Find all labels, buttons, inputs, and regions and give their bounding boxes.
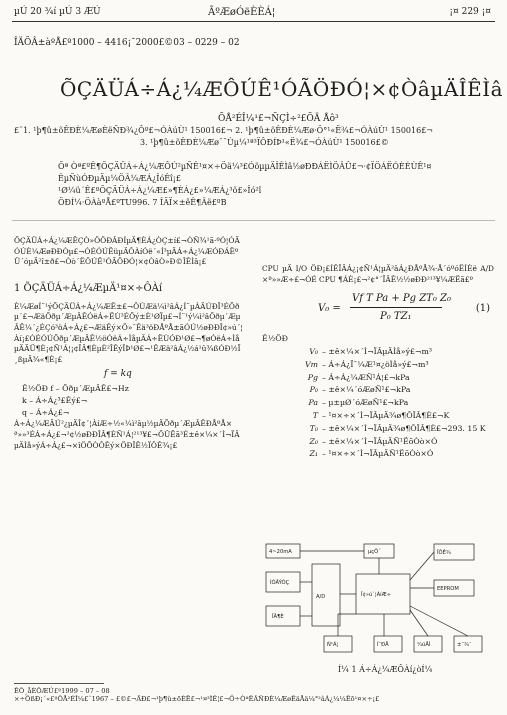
section-1-paragraph: È¼ÆøÍ¨¹ýÕÇÄÜÁ÷Á¿¼ÆÊ±£¬ÔÚÆä¼ì²âÁ¿Í¨µÀÄÚÐÎ³ÉÕðµ´£¬ÆäÕðµ´ÆµÂÊÓëÁ÷ËÙ³ÉÕý±È¹ØÏµ£¬Í¨¹ý¼ì²âÕðµ´ÆµÂÊ¼´¿ÉÇó³öÁ÷Á¿£¬ÆäÊý×Ö»¯Êä³öÐÅºÅ±ãÓÚ½øÐÐÎ¢»ú´¦Àí¡£ÓÉÓÚÕðµ´ÆµÂÊ½öÓëÁ÷ÌåµÄÁ÷ËÙÓÐ¹Ø£¬¶øÓëÁ÷ÌåµÄÃÜ¶È¡¢Ñ¹Á¦¡¢ÎÂ¶ÈµÈ²ÎÊýÎÞ¹Ø£¬¹ÊÆä²âÁ¿½á¹û¾ßÓÐ½Ï¸ßµÄ¾«¶È¡£ [14, 301, 243, 364]
diagram-label: 4~20mA [269, 549, 292, 555]
variable-row: V₀ – ±ê×¼×´Ì¬ÏÂµÄÌå»ý£¬m³ [309, 346, 432, 356]
header-journal-title: ÃºÆøÓëÈÈÁ¦ [208, 7, 276, 18]
section-1-heading: 1 ÕÇÄÜÁ÷Á¿¼ÆµÄ¹¤×÷ÔÀí [14, 282, 163, 294]
affiliation-2: 3. ¹þ¶û±õÊÐÈ¼Æø¯¯Ùµ¼¹ª³ÏÔÐÍÞ¹«Ë¾£¬ÓÀúÙ¹ 150016£© [140, 138, 389, 147]
variable-row: Z₁ – ¹¤×÷×´Ì¬ÏÂµÄÑ¹ËõÒò×Ó [309, 449, 434, 459]
variable-row: T₀ – ±ê×¼×´Ì¬ÏÂµÄ¾ø¶ÔÎÂ¶È£¬293. 15 K [309, 423, 486, 433]
diagram-label: EEPROM [437, 586, 459, 592]
variable-row: Vm – Á÷Á¿Ï¯¼Æ¹¤¿öÌå»ý£¬m³ [304, 359, 429, 369]
intro-paragraph: ÕÇÄÜÁ÷Á¿¼ÆÊÇÒ»ÖÖÐÂÐÍµÄ¶ÈÁ¿ÒÇ±í£¬ÒÑ¾¹ã·ºÓ¦ÓÃÓÚÈ¼ÆøÐÐÒµ£¬ÓÉÓÚËüµÄÔÀíÓë´«Í³µÄÁ÷Á¿¼ÆÓÐÁËºÜ´óµÄ²î±ð£¬Òò´ËÔÚÊ¹ÓÃÖÐÓ¦×¢ÒâÒ»Ð©ÎÊÌâ¡£ [14, 236, 240, 267]
abstract-line-2: ÊµÑùÓÐµÄµ¼ÖÂ¼ÆÁ¿ÎóÊî¡£ [58, 174, 181, 183]
equation-numerator: Vf T Pa + Pg ZT₀ Z₀ [352, 293, 451, 305]
variable-list [262, 333, 494, 461]
header-rule [12, 21, 495, 22]
diagram-label: Í¨ÐÅ [377, 642, 389, 648]
classification: ÖÐÍ¼·ÖÀàºÅ£ºTU996. 7 ÎÄÏ×±êÊ¶Âë£ºB [58, 198, 227, 207]
footnote-received-date: ÊÕ¸åÈÕÆÚ£º1999 – 07 – 08 [14, 687, 110, 695]
formula-frequency: f = kq [104, 369, 132, 380]
definition-q: q – Á÷Á¿£¬ [22, 408, 70, 418]
diagram-label: A/D [316, 594, 326, 600]
abstract-separator [12, 220, 495, 221]
equation-lhs: V₀ = [318, 303, 341, 315]
abstract-line-1: Õª Òª£ºÊ¶ÕÇÄÜÁ÷Á¿¼ÆÔÚ²µÑÊ¹¤×÷Öä¼³£ÓöµµÄÎÊÌâ½øÐÐÁËÌÖÂÛ£¬·¢ÏÖÁËÓÈÉÙÊ¹¤ [58, 162, 432, 171]
equation-number: (1) [475, 303, 490, 315]
equation-denominator: P₀ TZ₁ [380, 311, 412, 323]
definition-f: Ê½ÖÐ f – Õðµ´ÆµÂÊ£¬Hz [22, 384, 129, 394]
diagram-label: Ñ¹Á¦ [327, 642, 339, 648]
variable-list-intro: Ê½ÖÐ [262, 334, 288, 344]
definition-k: k – Á÷Á¿³£Êý£¬ [22, 396, 88, 406]
diagram-label: ÍÓÂÝÒÇ [270, 580, 290, 586]
variable-row: T – ¹¤×÷×´Ì¬ÏÂµÄ¾ø¶ÔÎÂ¶È£¬K [312, 410, 450, 420]
figure-caption: Í¼ 1 Á÷Á¿¼ÆÔÀí¿òÍ¼ [338, 665, 433, 674]
equation-1 [262, 293, 494, 327]
left-column [14, 236, 244, 453]
block-diagram [264, 540, 496, 660]
variable-row: Pg – Á÷Á¿¼ÆÑ¹Á¦£¬kPa [307, 372, 410, 382]
diagram-label: ¼üÅÌ [417, 642, 431, 648]
footnote-rule [14, 683, 104, 684]
footnote-author-bio: ×÷ÕßÐ¡´«£ºÕÅ²ÉÎ¼£¨1967 – £©£¬ÄÐ£¬¹þ¶û±õÈË£¬¹¤³ÌÊ¦£¬Ö÷ÒªÊÂÑÐÈ¼ÆøÊäÅä¼°²âÁ¿¼¼Êõ¹¤×÷¡£ [14, 695, 380, 703]
variable-row: Pa – µ±µØ´óÆøÑ¹£¬kPa [308, 398, 409, 408]
header-page-number: ¡¤ 229 ¡¤ [449, 7, 491, 17]
affiliation-1: £¨1. ¹þ¶û±õÊÐÈ¼ÆøÈëÑÐ¾¿Ôº£¬ÓÀúÙ¹ 150016£¬ 2. ¹þ¶û±õÊÐÈ¼Æø·Ö°¹«Ë¾£¬ÓÀúÙ¹ 150016£¬ [14, 126, 433, 135]
right-intro-paragraph: CPU µÄ I/O ÖÐ¡£ÍÊÎÂÁ¿¡¢Ñ¹Á¦µÄ²âÁ¿ÐÅºÅ¾·Å´óºóËÍÈë A/D ×ª»»Æ÷£¬ÓÉ CPU ¶ÁÈ¡£¬²¢°´ÏÂÊ½½øÐÐ²¹³¥¼ÆËã£º [262, 264, 494, 284]
article-id: ÎÄÕÂ±àºÅ£º1000 – 4416¡¯2000£©03 – 0229 – 02 [14, 38, 240, 48]
equation-fraction-bar [350, 307, 442, 308]
diagram-label: µçÔ´ [368, 549, 381, 555]
formula-definitions [22, 383, 244, 419]
section-1-paragraph-2: Á÷Á¿¼ÆÄÚ²¿µÄÎ¢´¦ÀíÆ÷½«¼ì²âµ½µÄÕðµ´ÆµÂÊÐÅºÅ×ª»»³ÉÁ÷Á¿£¬²¢½øÐÐÎÂ¶ÈÑ¹Á¦²¹³¥£¬ÕÛËã³É±ê×¼×´Ì¬ÏÂµÄÌå»ýÁ÷Á¿£¬×îÖÕÒÔÊý×ÖÐÎÊ½ÏÔÊ¾¡£ [14, 419, 240, 450]
diagram-label: ÎÂ¶È [272, 614, 284, 620]
variable-row: Z₀ – ±ê×¼×´Ì¬ÏÂµÄÑ¹ËõÒò×Ó [309, 436, 438, 446]
diagram-label: ±¨¾¯ [457, 642, 472, 648]
right-column [262, 264, 494, 461]
keywords: ¹Ø¼ü´Ê£ºÕÇÄÜÁ÷Á¿¼Æ£»¶ÈÁ¿£»¼ÆÁ¿³õ£»Îó²î [58, 186, 262, 195]
diagram-label: Î¢»ú´¦ÀíÆ÷ [361, 592, 392, 598]
paper-title: ÕÇÄÜÁ÷Á¿¼ÆÔÚÊ¹ÓÃÖÐÓ¦×¢ÒâµÄÎÊÌâ [60, 77, 504, 101]
header-volume-info: µÚ 20 ¾í µÚ 3 ÆÚ [14, 7, 101, 17]
authors: ÕÅ²ÉÎ¼¹£¬ÑÇÌ÷²£ÕÄ Åô³ [218, 114, 339, 124]
variable-row: P₀ – ±ê×¼´óÆøÑ¹£¬kPa [309, 385, 411, 395]
diagram-label: ÏÔÊ¾ [437, 550, 451, 556]
